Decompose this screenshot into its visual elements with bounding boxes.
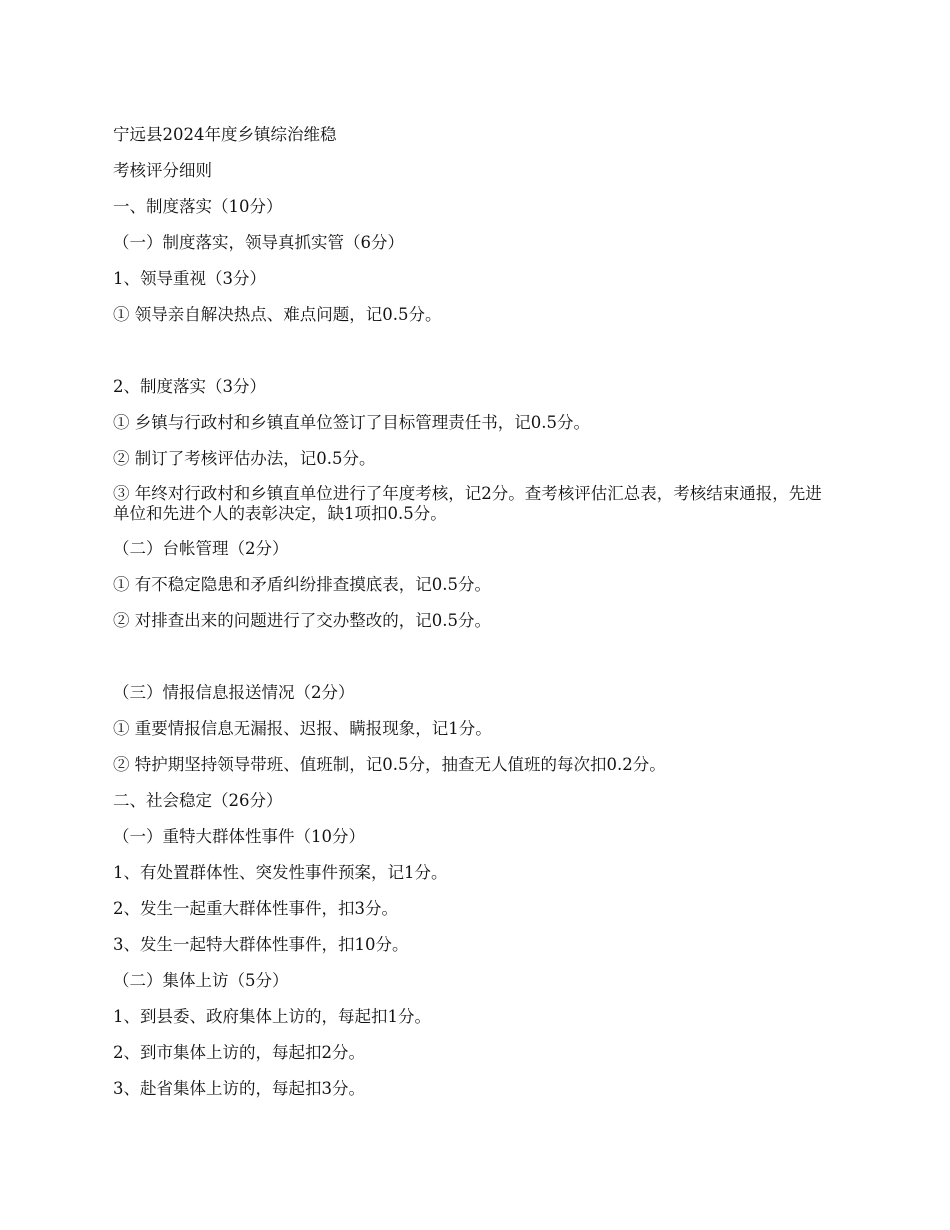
list-item: 3、发生一起特大群体性事件，扣10分。 (113, 935, 409, 954)
list-item: 1、到县委、政府集体上访的，每起扣1分。 (113, 1007, 431, 1026)
item-heading: 2、制度落实（3分） (113, 377, 266, 396)
list-item: ① 领导亲自解决热点、难点问题，记0.5分。 (113, 305, 442, 324)
subsection-heading: （二）台帐管理（2分） (113, 539, 289, 558)
subsection-heading: （一）重特大群体性事件（10分） (113, 827, 365, 846)
list-item: ① 重要情报信息无漏报、迟报、瞒报现象，记1分。 (113, 719, 492, 738)
subsection-heading: （二）集体上访（5分） (113, 971, 289, 990)
document-title-line-2: 考核评分细则 (113, 161, 212, 180)
list-item: 3、赴省集体上访的，每起扣3分。 (113, 1079, 365, 1098)
section-heading: 二、社会稳定（26分） (113, 791, 283, 810)
list-item: ② 特护期坚持领导带班、值班制，记0.5分，抽查无人值班的每次扣0.2分。 (113, 755, 666, 774)
list-item: ① 乡镇与行政村和乡镇直单位签订了目标管理责任书，记0.5分。 (113, 413, 590, 432)
list-item: ③ 年终对行政村和乡镇直单位进行了年度考核，记2分。查考核评估汇总表，考核结束通报，先进单位和先进个人的表彰决定，缺1项扣0.5分。 (113, 484, 822, 523)
list-item: 1、有处置群体性、突发性事件预案，记1分。 (113, 863, 448, 882)
list-item: ② 制订了考核评估办法，记0.5分。 (113, 449, 376, 468)
section-heading: 一、制度落实（10分） (113, 197, 283, 216)
subsection-heading: （三）情报信息报送情况（2分） (113, 683, 355, 702)
document-title-line-1: 宁远县2024年度乡镇综治维稳 (113, 125, 337, 144)
list-item: 2、到市集体上访的，每起扣2分。 (113, 1043, 365, 1062)
list-item: ② 对排查出来的问题进行了交办整改的，记0.5分。 (113, 611, 491, 630)
list-item: ① 有不稳定隐患和矛盾纠纷排查摸底表，记0.5分。 (113, 575, 491, 594)
document-body (113, 124, 838, 1114)
subsection-heading: （一）制度落实，领导真抓实管（6分） (113, 233, 404, 252)
list-item: 2、发生一起重大群体性事件，扣3分。 (113, 899, 398, 918)
item-heading: 1、领导重视（3分） (113, 269, 266, 288)
